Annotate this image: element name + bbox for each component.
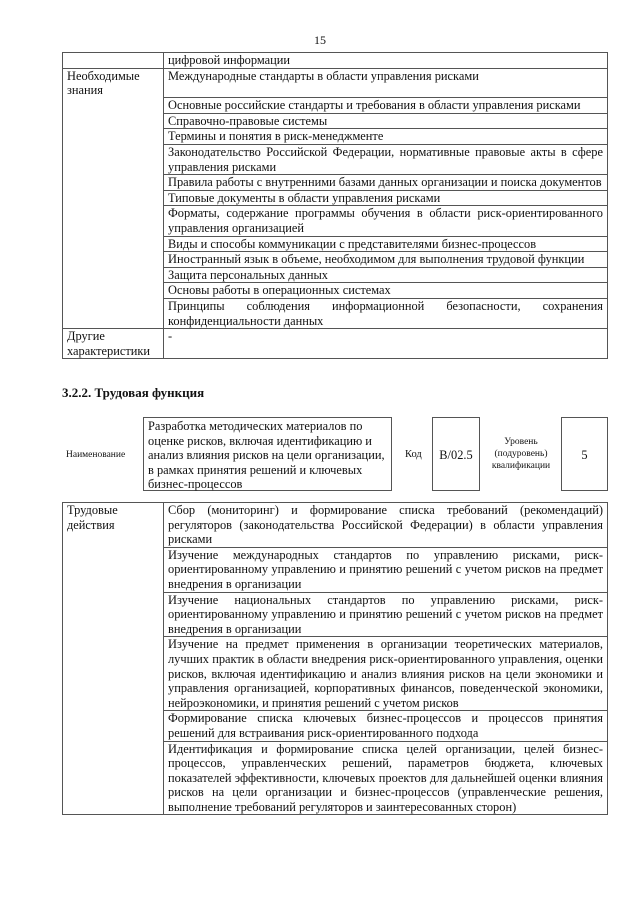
level-label: Уровень (подуровень) квалификации bbox=[491, 437, 551, 471]
name-label: Наименование bbox=[66, 450, 126, 460]
knowledge-item: Основные российские стандарты и требования в области управления рисками bbox=[164, 98, 608, 114]
label-cell bbox=[63, 547, 164, 592]
table-row bbox=[63, 299, 608, 329]
label-cell bbox=[63, 129, 164, 145]
table-row bbox=[63, 113, 608, 129]
label-cell bbox=[63, 145, 164, 175]
label-cell bbox=[63, 252, 164, 268]
table-row bbox=[63, 206, 608, 236]
label-cell bbox=[63, 741, 164, 815]
code-label: Код bbox=[405, 449, 422, 460]
label-cell bbox=[63, 299, 164, 329]
knowledge-item: Международные стандарты в области управления рисками bbox=[164, 68, 608, 98]
actions-label: Трудовые действия bbox=[63, 503, 164, 548]
section-heading: 3.2.2. Трудовая функция bbox=[62, 385, 205, 400]
table-row bbox=[63, 711, 608, 741]
label-cell bbox=[63, 98, 164, 114]
table-row bbox=[63, 53, 608, 69]
other-label: Другие характеристики bbox=[63, 329, 164, 359]
knowledge-item: Справочно-правовые системы bbox=[164, 113, 608, 129]
action-item: Сбор (мониторинг) и формирование списка требований (рекомендаций) регуляторов (законодательства Российской Федерации) в области управления рисками bbox=[164, 503, 608, 548]
table-row bbox=[63, 68, 608, 98]
table-row bbox=[63, 741, 608, 815]
name-value-box: Разработка методических материалов по оценке рисков, включая идентификацию и анализ влияния рисков на цели организации, в рамках принятия решений и ключевых бизнес-процессов bbox=[143, 417, 392, 491]
label-cell bbox=[63, 592, 164, 637]
table-row bbox=[63, 637, 608, 711]
table-row bbox=[63, 503, 608, 548]
table-row bbox=[63, 283, 608, 299]
empty-label-cell bbox=[63, 53, 164, 69]
label-cell bbox=[63, 190, 164, 206]
label-cell bbox=[63, 267, 164, 283]
action-item: Изучение на предмет применения в организации теоретических материалов, лучших практик в области внедрения риск-ориентированного управления, оценки рисков, включая идентификацию и анализ влияния рисков на цели экономики и управления организацией, корпоративных финансов, поведенческой экономики, нейроэкономики, и принятия решений с учетом рисков bbox=[164, 637, 608, 711]
label-cell bbox=[63, 711, 164, 741]
level-value-box: 5 bbox=[561, 417, 608, 491]
knowledge-item: Правила работы с внутренними базами данных организации и поиска документов bbox=[164, 175, 608, 191]
table-row bbox=[63, 547, 608, 592]
knowledge-item: Защита персональных данных bbox=[164, 267, 608, 283]
knowledge-item: Принципы соблюдения информационной безопасности, сохранения конфиденциальности данных bbox=[164, 299, 608, 329]
table-row bbox=[63, 592, 608, 637]
table-row bbox=[63, 267, 608, 283]
table-row bbox=[63, 329, 608, 359]
label-cell bbox=[63, 637, 164, 711]
knowledge-item: Иностранный язык в объеме, необходимом для выполнения трудовой функции bbox=[164, 252, 608, 268]
knowledge-item: Термины и понятия в риск-менеджменте bbox=[164, 129, 608, 145]
action-item: Формирование списка ключевых бизнес-процессов и процессов принятия решений для встраивания риск-ориентированного подхода bbox=[164, 711, 608, 741]
knowledge-item: Форматы, содержание программы обучения в области риск-ориентированного управления организацией bbox=[164, 206, 608, 236]
knowledge-item: Типовые документы в области управления рисками bbox=[164, 190, 608, 206]
code-value-box: B/02.5 bbox=[432, 417, 480, 491]
table-row bbox=[63, 129, 608, 145]
knowledge-item: Виды и способы коммуникации с представителями бизнес-процессов bbox=[164, 236, 608, 252]
label-cell bbox=[63, 236, 164, 252]
table-row bbox=[63, 175, 608, 191]
actions-table bbox=[62, 502, 608, 815]
continuation-cell: цифровой информации bbox=[164, 53, 608, 69]
page-number: 15 bbox=[314, 33, 326, 47]
table-row bbox=[63, 145, 608, 175]
table-row bbox=[63, 236, 608, 252]
knowledge-item: Законодательство Российской Федерации, нормативные правовые акты в сфере управления рисками bbox=[164, 145, 608, 175]
knowledge-label: Необходимые знания bbox=[63, 68, 164, 98]
knowledge-item: Основы работы в операционных системах bbox=[164, 283, 608, 299]
label-cell bbox=[63, 113, 164, 129]
action-item: Идентификация и формирование списка целей организации, целей бизнес-процессов, управленческих решений, параметров бюджета, ключевых показателей эффективности, ключевых проектов для дальнейшей оценки влияния рисков на цели организации и бизнес-процессов (управленческие решения, выполнение требований регуляторов и заинтересованных сторон) bbox=[164, 741, 608, 815]
action-item: Изучение международных стандартов по управлению рисками, риск-ориентированному управлению и принятию решений с учетом рисков на предмет внедрения в организации bbox=[164, 547, 608, 592]
label-cell bbox=[63, 206, 164, 236]
label-cell bbox=[63, 175, 164, 191]
table-row bbox=[63, 98, 608, 114]
action-item: Изучение национальных стандартов по управлению рисками, риск-ориентированному управлению и принятию решений с учетом рисков на предмет внедрения в организации bbox=[164, 592, 608, 637]
table-row bbox=[63, 190, 608, 206]
other-value: - bbox=[164, 329, 608, 359]
knowledge-table bbox=[62, 52, 608, 359]
label-cell bbox=[63, 283, 164, 299]
table-row bbox=[63, 252, 608, 268]
